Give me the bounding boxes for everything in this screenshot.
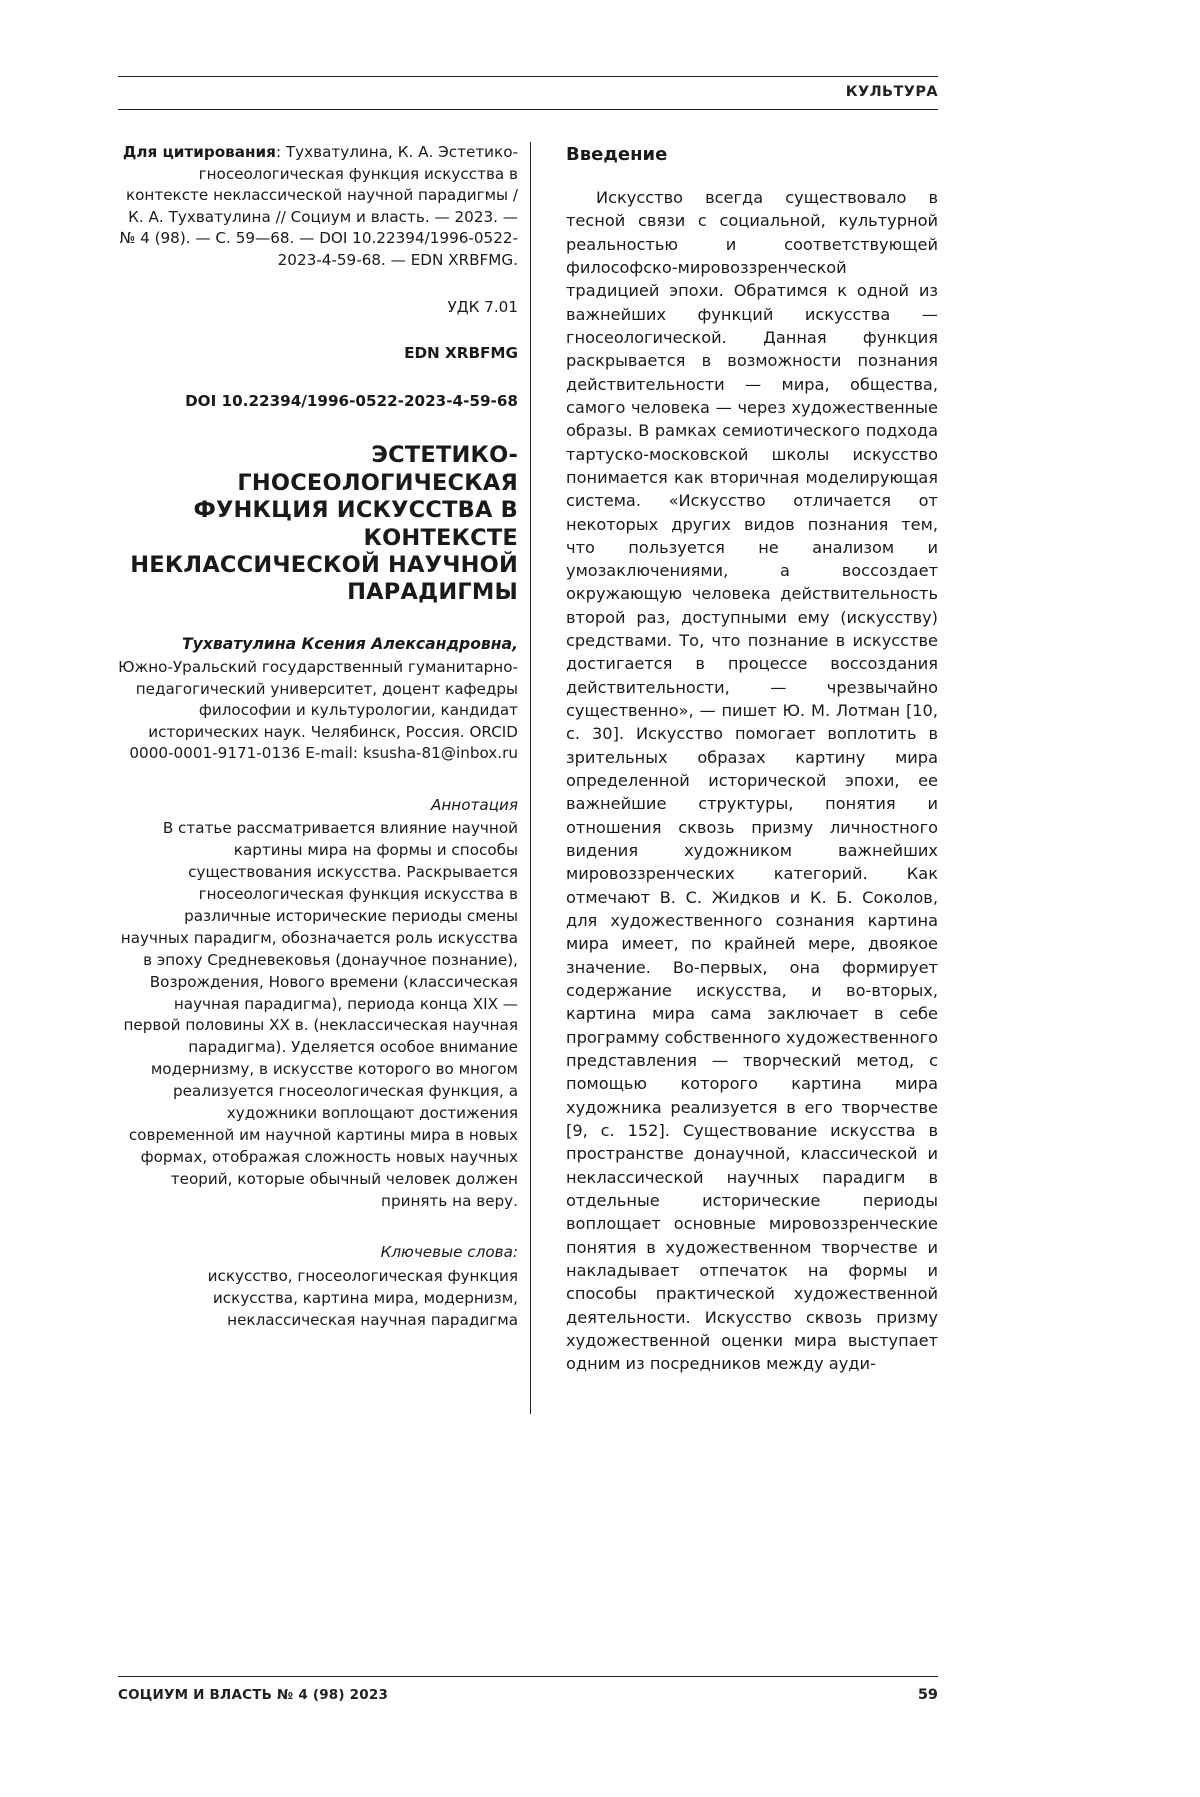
page-header — [118, 76, 938, 110]
left-column — [118, 142, 518, 1332]
article-title: ЭСТЕТИКО-ГНОСЕОЛОГИЧЕСКАЯ ФУНКЦИЯ ИСКУССТВА В КОНТЕКСТЕ НЕКЛАССИЧЕСКОЙ НАУЧНОЙ ПАРАДИГМЫ — [130, 442, 518, 606]
citation-block — [118, 142, 518, 271]
header-section-title: КУЛЬТУРА — [845, 84, 938, 100]
doi-code: DOI 10.22394/1996-0522-2023-4-59-68 — [185, 391, 518, 410]
abstract-text: В статье рассматривается влияние научной картины мира на формы и способы существования искусства. Раскрывается гносеологическая функция искусства в различные исторические периоды смены научных парадигм, обозначается роль искусства в эпоху Средневековья (донаучное познание), Возрождения, Нового времени (классическая научная парадигма), периода конца XIX — первой половины XX в. (неклассическая научная парадигма). Уделяется особое внимание модернизму, в искусстве которого во многом реализуется гносеологическая функция, а художники воплощают достижения современной им научной картины мира в новых формах, отображая сложность новых научных теорий, которые обычный человек должен принять на веру. — [120, 819, 518, 1210]
page-footer — [118, 1676, 938, 1716]
introduction-paragraph: Искусство всегда существовало в тесной связи с социальной, культурной реальностью и соответствующей философско-мировоззренческой традицией эпохи. Обратимся к одной из важнейших функций искусства — гносеологической. Данная функция раскрывается в возможности познания действительности — мира, общества, самого человека — через художественные образы. В рамках семиотического подхода тартуско-московской школы искусство понимается как вторичная моделирующая система. «Искусство отличается от некоторых других видов познания тем, что пользуется не анализом и умозаключениями, а воссоздает окружающую человека действительность второй раз, доступными ему (искусству) средствами. То, что познание в искусстве достигается в процессе воссоздания действительности, — чрезвычайно существенно», — пишет Ю. М. Лотман [10, с. 30]. Искусство помогает воплотить в зрительных образах картину мира определенной исторической эпохи, ее важнейшие структуры, понятия и отношения сквозь призму личностного видения художником важнейших мировоззренческих категорий. Как отмечают В. С. Жидков и К. Б. Соколов, для художественного сознания картина мира имеет, по крайней мере, двоякое значение. Во-первых, она формирует содержание искусства, и во-вторых, картина мира сама заключает в себе программу собственного художественного представления — творческий метод, с помощью которого картина мира художника реализуется в его творчестве [9, с. 152]. Существование искусства в пространстве донаучной, классической и неклассической научных парадигм в отдельные исторические периоды воплощает основные мировоззренческие понятия в художественном творчестве и накладывает отпечаток на формы и способы практической художественной деятельности. Искусство сквозь призму художественной оценки мира выступает одним из посредников между ауди- — [566, 187, 938, 1374]
udk-code: УДК 7.01 — [447, 298, 518, 317]
right-column — [566, 142, 938, 1376]
citation-label: Для цитирования — [122, 143, 276, 161]
footer-journal-title: СОЦИУМ И ВЛАСТЬ № 4 (98) 2023 — [118, 1687, 389, 1703]
abstract-label: Аннотация — [430, 795, 518, 814]
column-divider — [530, 142, 531, 1414]
citation-text: : Тухватулина, К. А. Эстетико-гносеологическая функция искусства в контексте неклассической научной парадигмы / К. А. Тухватулина // Социум и власть. — 2023. — № 4 (98). — С. 59—68. — DOI 10.22394/1996-0522-2023-4-59-68. — EDN XRBFMG. — [119, 143, 518, 269]
author-name: Тухватулина Ксения Александровна, — [182, 634, 518, 653]
keywords-label: Ключевые слова: — [380, 1243, 518, 1262]
introduction-heading: Введение — [566, 144, 668, 165]
author-affiliation: Южно-Уральский государственный гуманитарно-педагогический университет, доцент кафедры философии и культурологии, кандидат исторических наук. Челябинск, Россия. ORCID 0000-0001-9171-0136 E-mail: ksusha-81@inbox.ru — [118, 657, 518, 763]
footer-page-number: 59 — [917, 1687, 938, 1703]
keywords-text: искусство, гносеологическая функция искусства, картина мира, модернизм, неклассическая научная парадигма — [207, 1267, 518, 1329]
edn-code: EDN XRBFMG — [404, 344, 518, 363]
